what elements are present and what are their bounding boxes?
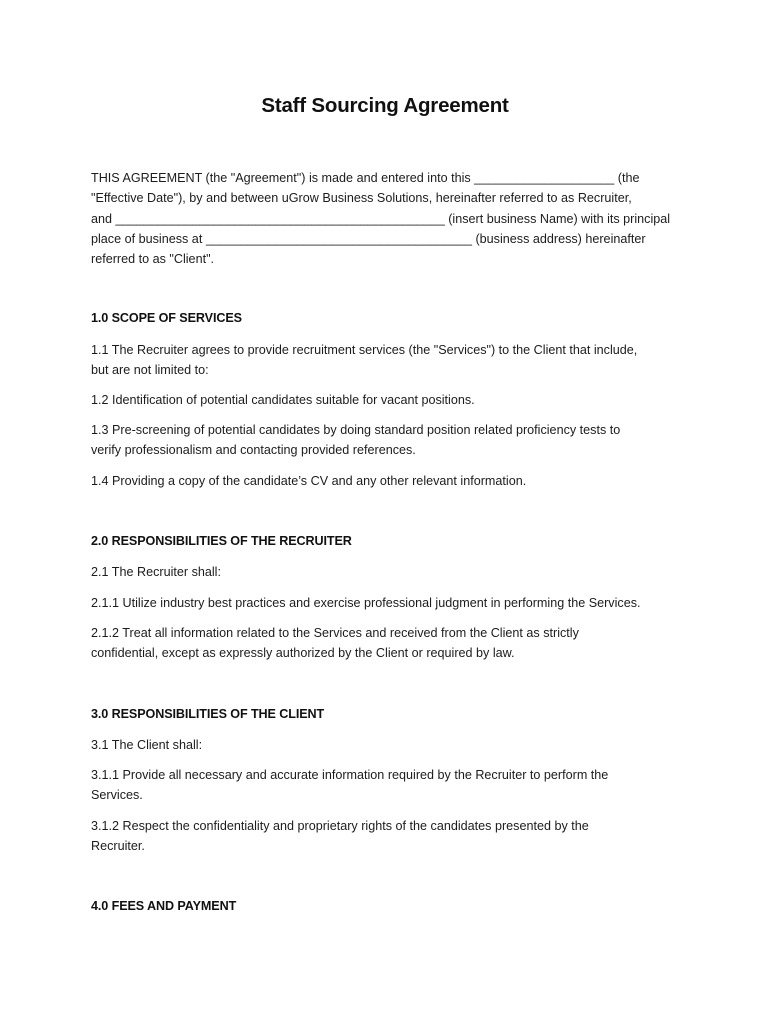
section-heading-scope: 1.0 SCOPE OF SERVICES bbox=[91, 311, 242, 325]
clause-line: Services. bbox=[91, 788, 143, 803]
clause-line: 1.2 Identification of potential candidates suitable for vacant positions. bbox=[91, 393, 475, 407]
clause-line: 3.1 The Client shall: bbox=[91, 738, 203, 752]
clause-1-2 bbox=[91, 390, 687, 410]
clause-1-4 bbox=[91, 471, 687, 491]
clause-line: 2.1.1 Utilize industry best practices and exercise professional judgment in performing the Services. bbox=[91, 596, 641, 610]
section-heading-fees: 4.0 FEES AND PAYMENT bbox=[91, 899, 237, 913]
clause-line: 3.1.2 Respect the confidentiality and proprietary rights of the candidates presented by the bbox=[91, 819, 589, 833]
clause-3-1-2 bbox=[91, 816, 687, 857]
clause-2-1 bbox=[91, 562, 687, 582]
clause-3-1-1 bbox=[91, 765, 687, 806]
clause-2-1-1 bbox=[91, 593, 687, 613]
clause-line: Recruiter. bbox=[91, 839, 145, 854]
clause-line: 2.1 The Recruiter shall: bbox=[91, 565, 221, 579]
intro-line: THIS AGREEMENT (the "Agreement") is made and entered into this ____________________ (the bbox=[91, 171, 640, 185]
document-title: Staff Sourcing Agreement bbox=[261, 94, 509, 117]
clause-line: verify professionalism and contacting provided references. bbox=[91, 443, 416, 458]
clause-line: 2.1.2 Treat all information related to the Services and received from the Client as strictly bbox=[91, 626, 579, 640]
clause-line: 1.1 The Recruiter agrees to provide recruitment services (the "Services") to the Client that include, bbox=[91, 343, 638, 357]
clause-1-3 bbox=[91, 420, 687, 461]
clause-2-1-2 bbox=[91, 623, 687, 664]
section-heading-recruiter: 2.0 RESPONSIBILITIES OF THE RECRUITER bbox=[91, 534, 352, 548]
clause-line: confidential, except as expressly authorized by the Client or required by law. bbox=[91, 646, 515, 661]
intro-paragraph bbox=[91, 168, 687, 269]
clause-line: 1.3 Pre-screening of potential candidates by doing standard position related proficiency tests to bbox=[91, 423, 621, 437]
section-heading-client: 3.0 RESPONSIBILITIES OF THE CLIENT bbox=[91, 707, 325, 721]
intro-line: and _______________________________________________ (insert business Name) with its principal bbox=[91, 211, 671, 226]
intro-line: referred to as "Client". bbox=[91, 252, 215, 267]
clause-3-1 bbox=[91, 735, 687, 755]
clause-line: but are not limited to: bbox=[91, 363, 209, 378]
clause-1-1 bbox=[91, 340, 687, 381]
clause-line: 1.4 Providing a copy of the candidate’s CV and any other relevant information. bbox=[91, 474, 527, 488]
intro-line: place of business at ______________________________________ (business address) hereinafter bbox=[91, 231, 646, 246]
intro-line: "Effective Date"), by and between uGrow Business Solutions, hereinafter referred to as Recruiter, bbox=[91, 191, 632, 206]
clause-line: 3.1.1 Provide all necessary and accurate information required by the Recruiter to perform the bbox=[91, 768, 609, 782]
